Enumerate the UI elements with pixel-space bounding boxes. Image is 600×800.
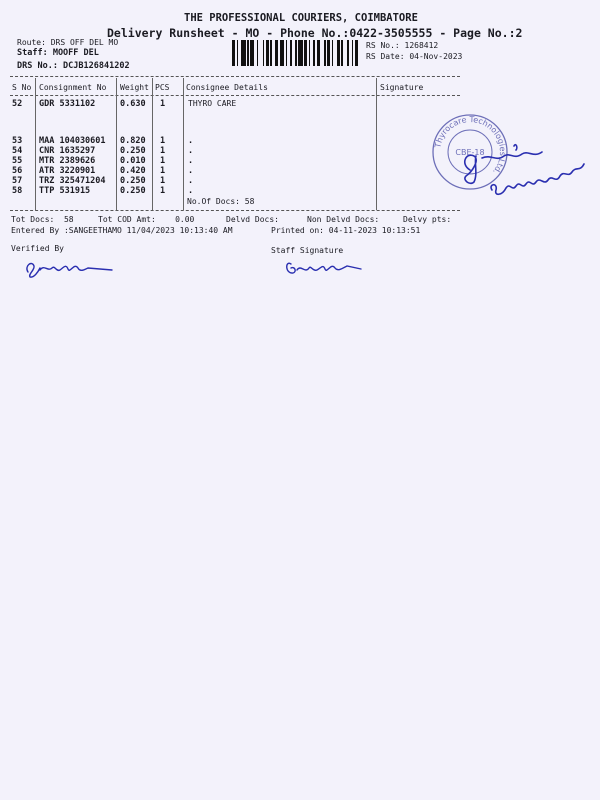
delivered-docs: Delvd Docs:: [226, 215, 279, 224]
runsheet-title: Delivery Runsheet - MO - Phone No.:0422-3505555 - Page No.:2: [107, 26, 523, 40]
col-divider: [35, 78, 36, 210]
row-pcs: 1: [160, 176, 166, 186]
row-details: THYRO CARE: [188, 99, 237, 108]
row-weight: 0.420: [120, 166, 146, 176]
row-consignment: ATR 3220901: [39, 166, 96, 176]
drs-number: DRS No.: DCJB126841202: [17, 61, 130, 71]
rs-date: RS Date: 04-Nov-2023: [366, 52, 463, 61]
delivery-points: Delvy pts:: [403, 215, 452, 224]
col-header-sno: S No: [12, 83, 32, 92]
row-details: .: [188, 156, 194, 166]
row-weight: 0.250: [120, 186, 146, 196]
row-details: .: [188, 166, 194, 176]
printed-on: Printed on: 04-11-2023 10:13:51: [271, 226, 421, 235]
col-divider: [376, 78, 377, 210]
col-header-weight: Weight: [120, 83, 149, 92]
row-weight: 0.250: [120, 176, 146, 186]
table-bottom-rule: [10, 210, 460, 211]
total-cod-amount: Tot COD Amt: 0.00: [98, 215, 195, 224]
row-weight: 0.010: [120, 156, 146, 166]
col-divider: [152, 78, 153, 210]
rs-number: RS No.: 1268412: [366, 41, 439, 50]
row-details: .: [188, 146, 194, 156]
verified-by-label: Verified By: [11, 244, 64, 253]
row-sno: 53: [12, 136, 23, 146]
col-divider: [183, 78, 184, 210]
row-details: .: [188, 136, 194, 146]
col-header-signature: Signature: [380, 83, 424, 92]
row-consignment: TRZ 325471204: [39, 176, 106, 186]
row-details: .: [188, 186, 194, 196]
row-pcs: 1: [160, 136, 166, 146]
table-top-rule: [10, 76, 460, 77]
col-header-consignee: Consignee Details: [186, 83, 268, 92]
row-pcs: 1: [160, 99, 166, 109]
row-consignment: TTP 531915: [39, 186, 91, 196]
company-name: THE PROFESSIONAL COURIERS, COIMBATORE: [184, 12, 418, 24]
row-sno: 54: [12, 146, 23, 156]
barcode: [232, 40, 360, 66]
row-weight: 0.250: [120, 146, 146, 156]
row-consignment: GDR 5331102: [39, 99, 96, 109]
col-divider: [116, 78, 117, 210]
no-of-docs: No.Of Docs: 58: [187, 197, 255, 206]
row-pcs: 1: [160, 166, 166, 176]
row-pcs: 1: [160, 186, 166, 196]
staff-signature-label: Staff Signature: [271, 246, 344, 255]
row-sno: 55: [12, 156, 23, 166]
row-pcs: 1: [160, 156, 166, 166]
col-header-pcs: PCS: [155, 83, 170, 92]
row-weight: 0.820: [120, 136, 146, 146]
row-pcs: 1: [160, 146, 166, 156]
row-sno: 52: [12, 99, 23, 109]
svg-text:CBE-18: CBE-18: [455, 148, 485, 157]
row-consignment: MAA 104030601: [39, 136, 106, 146]
header-bottom-rule: [10, 95, 460, 96]
row-details: .: [188, 176, 194, 186]
verified-by-signature: [22, 258, 117, 280]
row-consignment: CNR 1635297: [39, 146, 96, 156]
non-delivered-docs: Non Delvd Docs:: [307, 215, 380, 224]
route-label: Route: DRS OFF DEL MO: [17, 38, 119, 47]
row-sno: 56: [12, 166, 23, 176]
total-docs: Tot Docs: 58: [11, 215, 74, 224]
row-consignment: MTR 2389626: [39, 156, 96, 166]
staff-label: Staff: MOOFF DEL: [17, 48, 99, 58]
barcode-bar: [358, 40, 360, 66]
entered-by: Entered By :SANGEETHAMO 11/04/2023 10:13:40 AM: [11, 226, 233, 235]
col-header-consignment: Consignment No: [39, 83, 107, 92]
row-sno: 57: [12, 176, 23, 186]
svg-text:Thyrocare Technologies Ltd.: Thyrocare Technologies Ltd.: [433, 114, 508, 177]
receiver-signature: [452, 138, 592, 210]
row-sno: 58: [12, 186, 23, 196]
row-weight: 0.630: [120, 99, 146, 109]
staff-signature-mark: [283, 256, 368, 280]
